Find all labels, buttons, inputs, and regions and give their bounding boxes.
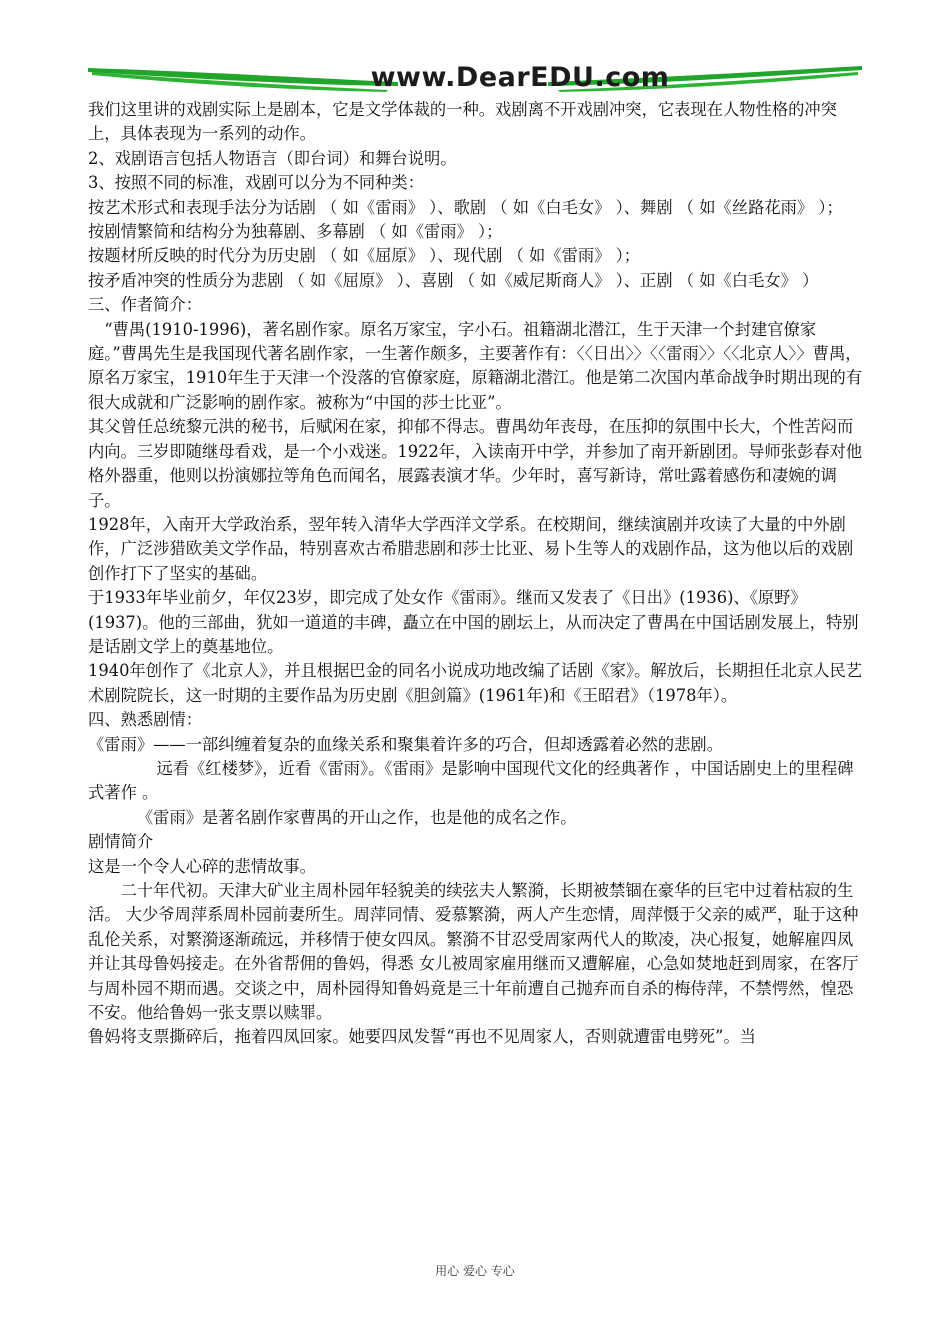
paragraph-type-by-era: 按题材所反映的时代分为历史剧 （ 如《屈原》 ）、现代剧 （ 如《雷雨》 ）； bbox=[88, 246, 641, 266]
paragraph-plot-continued: 鲁妈将支票撕碎后，拖着四凤回家。她要四凤发誓“再也不见周家人，否则就遭雷电劈死”。当 bbox=[88, 1027, 756, 1047]
section-heading-plot: 四、熟悉剧情： bbox=[88, 710, 202, 730]
paragraph-thunderstorm-debut: 《雷雨》是著名剧作家曹禺的开山之作，也是他的成名之作。 bbox=[136, 807, 577, 827]
paragraph-type-by-structure: 按剧情繁简和结构分为独幕剧、多幕剧 （ 如《雷雨》 ）； bbox=[88, 222, 503, 242]
paragraph-author-intro: “曹禺(1910-1996)，著名剧作家。原名万家宝，字小石。祖籍湖北潜江，生于天津一个封建官僚家庭。”曹禺先生是我国现代著名剧作家，一生著作颇多，主要著作有：〈〈日出〉〉〈〈雷雨〉〉〈〈北京人〉〉曹禺，原名万家宝，1910年生于天津一个没落的官僚家庭，原籍湖北潜江。他是第二次国内革命战争时期出现的有很大成就和广泛影响的剧作家。被称为“中国的莎士比亚”。 bbox=[88, 319, 863, 412]
section-heading-author: 三、作者简介： bbox=[88, 295, 202, 315]
paragraph-drama-types: 3、按照不同的标准，戏剧可以分为不同种类： bbox=[88, 173, 424, 193]
page-footer: 用心 爱心 专心 bbox=[435, 1264, 515, 1278]
paragraph-thunderstorm-significance: 远看《红楼梦》，近看《雷雨》。《雷雨》是影响中国现代文化的经典著作 ，中国话剧史上的里程碑式著作 。 bbox=[88, 758, 854, 803]
paragraph-sad-story: 这是一个令人心碎的悲情故事。 bbox=[88, 856, 316, 876]
paragraph-author-later: 1940年创作了《北京人》，并且根据巴金的同名小说成功地改编了话剧《家》。解放后，长期担任北京人民艺术剧院院长，这一时期的主要作品为历史剧《胆剑篇》(1961年)和《王昭君》（1978年）。 bbox=[88, 661, 863, 705]
paragraph-author-university: 1928年，入南开大学政治系，翌年转入清华大学西洋文学系。在校期间，继续演剧并攻读了大量的中外剧作，广泛涉猎欧美文学作品，特别喜欢古希腊悲剧和莎士比亚、易卜生等人的戏剧作品，这为他以后的戏剧创作打下了坚实的基础。 bbox=[88, 514, 854, 583]
paragraph-author-works: 于1933年毕业前夕，年仅23岁，即完成了处女作《雷雨》。继而又发表了《日出》(1936)、《原野》(1937)。他的三部曲，犹如一道道的丰碑，矗立在中国的剧坛上，从而决定了曹禺在中国话剧发展上，特别是话剧文学上的奠基地位。 bbox=[88, 588, 859, 656]
paragraph-author-youth: 其父曾任总统黎元洪的秘书，后赋闲在家，抑郁不得志。曹禺幼年丧母，在压抑的氛围中长大，个性苦闷而内向。三岁即随继母看戏，是一个小戏迷。1922年，入读南开中学，并参加了南开新剧团。导师张彭春对他格外器重，他则以扮演娜拉等角色而闻名，展露表演才华。少年时，喜写新诗，常吐露着感伤和凄婉的调子。 bbox=[88, 417, 863, 510]
paragraph-plot-details: 二十年代初。天津大矿业主周朴园年轻貌美的续弦夫人繁漪，长期被禁锢在豪华的巨宅中过着枯寂的生活。 大少爷周萍系周朴园前妻所生。周萍同情、爱慕繁漪，两人产生恋情，周萍慑于父亲的威严，耻于这种乱伦关系，对繁漪逐渐疏远，并移情于使女四凤。繁漪不甘忍受周家两代人的欺凌，决心报复，她解雇四凤并让其母鲁妈接走。在外省帮佣的鲁妈，得悉 女儿被周家雇用继而又遭解雇，心急如焚地赶到周家，在客厅与周朴园不期而遇。交谈之中，周朴园得知鲁妈竟是三十年前遭自己抛弃而自杀的梅侍萍，不禁愕然，惶恐不安。他给鲁妈一张支票以赎罪。 bbox=[88, 881, 859, 1023]
paragraph-type-by-conflict: 按矛盾冲突的性质分为悲剧 （ 如《屈原》 ）、喜剧 （ 如《威尼斯商人》 ）、正剧 （ 如《白毛女》 ） bbox=[88, 270, 819, 290]
site-header bbox=[88, 60, 862, 100]
document-body bbox=[88, 98, 864, 1050]
paragraph-type-by-form: 按艺术形式和表现手法分为话剧 （ 如《雷雨》 ）、歌剧 （ 如《白毛女》 ）、舞剧 （ 如《丝路花雨》 ）； bbox=[88, 197, 843, 217]
paragraph-drama-definition: 我们这里讲的戏剧实际上是剧本，它是文学体裁的一种。戏剧离不开戏剧冲突，它表现在人物性格的冲突上，具体表现为一系列的动作。 bbox=[88, 100, 837, 144]
paragraph-drama-language: 2、戏剧语言包括人物语言（即台词）和舞台说明。 bbox=[88, 148, 457, 168]
site-logo-text: www.DearEDU.com bbox=[370, 62, 670, 93]
subheading-plot-synopsis: 剧情简介 bbox=[88, 832, 154, 852]
paragraph-thunderstorm-summary: 《雷雨》——一部纠缠着复杂的血缘关系和聚集着许多的巧合，但却透露着必然的悲剧。 bbox=[88, 734, 723, 754]
